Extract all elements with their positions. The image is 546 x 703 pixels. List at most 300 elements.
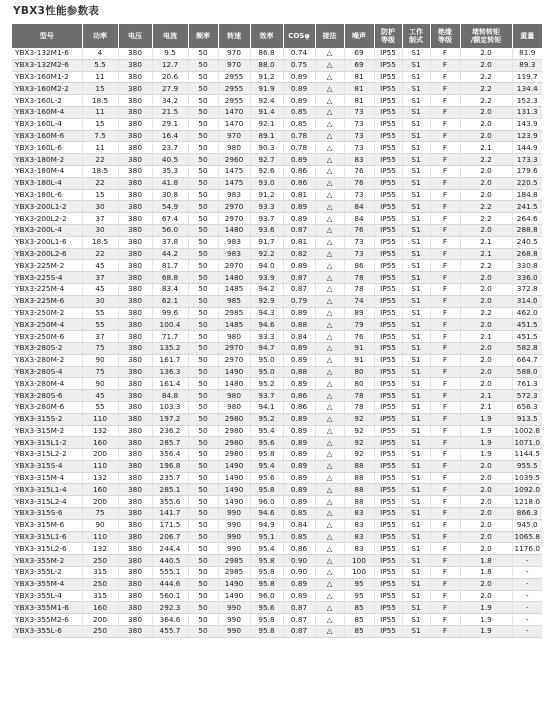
- cell-voltage: 380: [118, 626, 152, 638]
- cell-torque-ratio: 1.8: [460, 555, 512, 567]
- cell-protection-class: IP55: [374, 331, 402, 343]
- cell-noise: 88: [344, 460, 374, 472]
- cell-model: YBX3-355M-2: [12, 555, 82, 567]
- cell-efficiency: 93.6: [250, 224, 283, 236]
- cell-cos-phi: 0.86: [283, 165, 315, 177]
- cell-model: YBX3-160L-6: [12, 142, 82, 154]
- cell-cos-phi: 0.78: [283, 142, 315, 154]
- cell-torque-ratio: 2.0: [460, 118, 512, 130]
- table-row: [12, 413, 542, 425]
- table-row: [12, 437, 542, 449]
- cell-torque-ratio: 2.0: [460, 342, 512, 354]
- cell-frequency: 50: [188, 342, 218, 354]
- cell-noise: 69: [344, 48, 374, 59]
- cell-weight: 1092.0: [512, 484, 542, 496]
- cell-current: 40.5: [152, 154, 188, 166]
- table-row: [12, 519, 542, 531]
- cell-torque-ratio: 2.0: [460, 59, 512, 71]
- cell-insulation-class: F: [430, 224, 460, 236]
- cell-speed: 1490: [218, 472, 250, 484]
- table-body: [12, 48, 542, 637]
- table-row: [12, 390, 542, 402]
- cell-power: 132: [82, 425, 118, 437]
- cell-speed: 2970: [218, 201, 250, 213]
- cell-voltage: 380: [118, 496, 152, 508]
- cell-cos-phi: 0.89: [283, 437, 315, 449]
- cell-model: YBX3-250M-2: [12, 307, 82, 319]
- cell-weight: -: [512, 614, 542, 626]
- cell-noise: 85: [344, 626, 374, 638]
- cell-model: YBX3-315L2-2: [12, 449, 82, 461]
- cell-insulation-class: F: [430, 449, 460, 461]
- table-row: [12, 106, 542, 118]
- cell-power: 15: [82, 83, 118, 95]
- cell-insulation-class: F: [430, 460, 460, 472]
- cell-power: 55: [82, 401, 118, 413]
- cell-model: YBX3-225M-4: [12, 283, 82, 295]
- cell-speed: 983: [218, 248, 250, 260]
- cell-noise: 73: [344, 118, 374, 130]
- cell-noise: 92: [344, 449, 374, 461]
- table-row: [12, 248, 542, 260]
- cell-speed: 990: [218, 508, 250, 520]
- cell-speed: 1490: [218, 578, 250, 590]
- cell-frequency: 50: [188, 201, 218, 213]
- cell-insulation-class: F: [430, 578, 460, 590]
- cell-noise: 83: [344, 531, 374, 543]
- cell-noise: 83: [344, 519, 374, 531]
- cell-efficiency: 93.7: [250, 390, 283, 402]
- cell-efficiency: 90.3: [250, 142, 283, 154]
- cell-cos-phi: 0.89: [283, 413, 315, 425]
- cell-protection-class: IP55: [374, 614, 402, 626]
- cell-insulation-class: F: [430, 519, 460, 531]
- cell-frequency: 50: [188, 213, 218, 225]
- cell-frequency: 50: [188, 283, 218, 295]
- cell-efficiency: 95.4: [250, 460, 283, 472]
- cell-current: 83.4: [152, 283, 188, 295]
- cell-insulation-class: F: [430, 71, 460, 83]
- cell-current: 444.6: [152, 578, 188, 590]
- cell-voltage: 380: [118, 437, 152, 449]
- cell-power: 55: [82, 319, 118, 331]
- cell-protection-class: IP55: [374, 165, 402, 177]
- cell-power: 22: [82, 248, 118, 260]
- cell-protection-class: IP55: [374, 460, 402, 472]
- cell-duty-type: S1: [402, 130, 430, 142]
- cell-protection-class: IP55: [374, 177, 402, 189]
- cell-weight: 761.3: [512, 378, 542, 390]
- cell-insulation-class: F: [430, 484, 460, 496]
- cell-cos-phi: 0.89: [283, 578, 315, 590]
- cell-speed: 2970: [218, 354, 250, 366]
- cell-torque-ratio: 2.0: [460, 189, 512, 201]
- cell-model: YBX3-355L-4: [12, 590, 82, 602]
- cell-model: YBX3-315M-4: [12, 472, 82, 484]
- cell-protection-class: IP55: [374, 307, 402, 319]
- cell-duty-type: S1: [402, 260, 430, 272]
- cell-power: 18.5: [82, 236, 118, 248]
- table-row: [12, 378, 542, 390]
- cell-power: 315: [82, 590, 118, 602]
- cell-speed: 1470: [218, 118, 250, 130]
- cell-cos-phi: 0.89: [283, 201, 315, 213]
- cell-efficiency: 88.0: [250, 59, 283, 71]
- cell-voltage: 380: [118, 508, 152, 520]
- cell-protection-class: IP55: [374, 248, 402, 260]
- cell-power: 160: [82, 437, 118, 449]
- cell-connection: △: [315, 354, 344, 366]
- cell-efficiency: 95.8: [250, 567, 283, 579]
- cell-torque-ratio: 2.2: [460, 154, 512, 166]
- cell-current: 68.8: [152, 272, 188, 284]
- cell-noise: 73: [344, 142, 374, 154]
- cell-weight: 240.5: [512, 236, 542, 248]
- table-row: [12, 260, 542, 272]
- cell-frequency: 50: [188, 519, 218, 531]
- cell-current: 100.4: [152, 319, 188, 331]
- cell-insulation-class: F: [430, 95, 460, 107]
- cell-protection-class: IP55: [374, 496, 402, 508]
- table-row: [12, 401, 542, 413]
- cell-speed: 2970: [218, 342, 250, 354]
- cell-voltage: 380: [118, 295, 152, 307]
- cell-insulation-class: F: [430, 508, 460, 520]
- cell-frequency: 50: [188, 496, 218, 508]
- cell-protection-class: IP55: [374, 272, 402, 284]
- cell-model: YBX3-225S-4: [12, 272, 82, 284]
- cell-noise: 81: [344, 95, 374, 107]
- cell-cos-phi: 0.82: [283, 248, 315, 260]
- cell-cos-phi: 0.89: [283, 460, 315, 472]
- cell-frequency: 50: [188, 401, 218, 413]
- cell-protection-class: IP55: [374, 71, 402, 83]
- cell-power: 37: [82, 331, 118, 343]
- cell-duty-type: S1: [402, 401, 430, 413]
- cell-connection: △: [315, 224, 344, 236]
- cell-insulation-class: F: [430, 307, 460, 319]
- cell-weight: 241.5: [512, 201, 542, 213]
- cell-cos-phi: 0.90: [283, 567, 315, 579]
- cell-model: YBX3-160L-2: [12, 95, 82, 107]
- cell-frequency: 50: [188, 177, 218, 189]
- cell-voltage: 380: [118, 319, 152, 331]
- table-row: [12, 555, 542, 567]
- cell-current: 9.5: [152, 48, 188, 59]
- cell-weight: 462.0: [512, 307, 542, 319]
- cell-cos-phi: 0.87: [283, 614, 315, 626]
- cell-frequency: 50: [188, 460, 218, 472]
- cell-insulation-class: F: [430, 283, 460, 295]
- cell-duty-type: S1: [402, 295, 430, 307]
- cell-duty-type: S1: [402, 106, 430, 118]
- table-row: [12, 543, 542, 555]
- cell-efficiency: 96.0: [250, 496, 283, 508]
- cell-power: 200: [82, 614, 118, 626]
- cell-cos-phi: 0.89: [283, 83, 315, 95]
- cell-torque-ratio: 2.0: [460, 165, 512, 177]
- cell-voltage: 380: [118, 177, 152, 189]
- cell-protection-class: IP55: [374, 260, 402, 272]
- cell-connection: △: [315, 165, 344, 177]
- cell-voltage: 380: [118, 142, 152, 154]
- cell-connection: △: [315, 130, 344, 142]
- column-header-model: 型号: [12, 24, 82, 48]
- cell-cos-phi: 0.87: [283, 283, 315, 295]
- cell-frequency: 50: [188, 319, 218, 331]
- cell-connection: △: [315, 508, 344, 520]
- cell-cos-phi: 0.85: [283, 106, 315, 118]
- table-row: [12, 449, 542, 461]
- cell-connection: △: [315, 319, 344, 331]
- cell-speed: 1480: [218, 224, 250, 236]
- cell-duty-type: S1: [402, 236, 430, 248]
- cell-connection: △: [315, 342, 344, 354]
- cell-model: YBX3-315M-6: [12, 519, 82, 531]
- cell-power: 132: [82, 472, 118, 484]
- cell-efficiency: 92.4: [250, 95, 283, 107]
- cell-speed: 1490: [218, 484, 250, 496]
- table-row: [12, 142, 542, 154]
- cell-model: YBX3-160L-4: [12, 118, 82, 130]
- table-row: [12, 366, 542, 378]
- cell-cos-phi: 0.87: [283, 272, 315, 284]
- cell-insulation-class: F: [430, 83, 460, 95]
- column-header-insulation-class: 绝缘 等级: [430, 24, 460, 48]
- cell-protection-class: IP55: [374, 83, 402, 95]
- cell-current: 440.5: [152, 555, 188, 567]
- cell-duty-type: S1: [402, 118, 430, 130]
- cell-weight: 144.9: [512, 142, 542, 154]
- cell-speed: 990: [218, 614, 250, 626]
- cell-torque-ratio: 1.9: [460, 437, 512, 449]
- cell-efficiency: 95.1: [250, 531, 283, 543]
- cell-frequency: 50: [188, 472, 218, 484]
- cell-speed: 1470: [218, 106, 250, 118]
- cell-duty-type: S1: [402, 425, 430, 437]
- cell-current: 197.2: [152, 413, 188, 425]
- cell-power: 45: [82, 283, 118, 295]
- cell-efficiency: 93.0: [250, 177, 283, 189]
- cell-insulation-class: F: [430, 248, 460, 260]
- cell-torque-ratio: 2.0: [460, 319, 512, 331]
- cell-duty-type: S1: [402, 437, 430, 449]
- cell-speed: 990: [218, 531, 250, 543]
- cell-torque-ratio: 2.0: [460, 48, 512, 59]
- cell-connection: △: [315, 177, 344, 189]
- cell-torque-ratio: 2.0: [460, 460, 512, 472]
- cell-torque-ratio: 1.9: [460, 614, 512, 626]
- cell-model: YBX3-200L1-6: [12, 236, 82, 248]
- cell-model: YBX3-180M-4: [12, 165, 82, 177]
- cell-cos-phi: 0.89: [283, 496, 315, 508]
- cell-torque-ratio: 2.0: [460, 472, 512, 484]
- cell-cos-phi: 0.87: [283, 224, 315, 236]
- cell-frequency: 50: [188, 95, 218, 107]
- cell-efficiency: 95.0: [250, 354, 283, 366]
- cell-insulation-class: F: [430, 366, 460, 378]
- cell-torque-ratio: 2.2: [460, 307, 512, 319]
- cell-torque-ratio: 2.1: [460, 401, 512, 413]
- cell-voltage: 380: [118, 567, 152, 579]
- cell-cos-phi: 0.89: [283, 354, 315, 366]
- cell-model: YBX3-280S-4: [12, 366, 82, 378]
- cell-model: YBX3-315M-2: [12, 425, 82, 437]
- cell-voltage: 380: [118, 460, 152, 472]
- cell-current: 67.4: [152, 213, 188, 225]
- cell-insulation-class: F: [430, 437, 460, 449]
- cell-protection-class: IP55: [374, 283, 402, 295]
- cell-current: 455.7: [152, 626, 188, 638]
- cell-voltage: 380: [118, 307, 152, 319]
- cell-insulation-class: F: [430, 59, 460, 71]
- table-row: [12, 224, 542, 236]
- cell-current: 41.8: [152, 177, 188, 189]
- cell-speed: 2980: [218, 425, 250, 437]
- cell-noise: 73: [344, 189, 374, 201]
- cell-weight: 134.4: [512, 83, 542, 95]
- cell-noise: 84: [344, 213, 374, 225]
- cell-voltage: 380: [118, 71, 152, 83]
- cell-duty-type: S1: [402, 154, 430, 166]
- cell-torque-ratio: 2.0: [460, 130, 512, 142]
- cell-duty-type: S1: [402, 165, 430, 177]
- cell-weight: 913.5: [512, 413, 542, 425]
- table-row: [12, 83, 542, 95]
- cell-duty-type: S1: [402, 319, 430, 331]
- cell-torque-ratio: 2.0: [460, 295, 512, 307]
- cell-voltage: 380: [118, 260, 152, 272]
- cell-efficiency: 94.2: [250, 283, 283, 295]
- cell-insulation-class: F: [430, 342, 460, 354]
- table-row: [12, 154, 542, 166]
- cell-connection: △: [315, 95, 344, 107]
- cell-frequency: 50: [188, 354, 218, 366]
- cell-weight: -: [512, 602, 542, 614]
- cell-voltage: 380: [118, 165, 152, 177]
- cell-duty-type: S1: [402, 567, 430, 579]
- cell-insulation-class: F: [430, 154, 460, 166]
- table-row: [12, 567, 542, 579]
- cell-frequency: 50: [188, 295, 218, 307]
- cell-insulation-class: F: [430, 130, 460, 142]
- cell-efficiency: 96.0: [250, 590, 283, 602]
- cell-weight: 143.9: [512, 118, 542, 130]
- cell-connection: △: [315, 106, 344, 118]
- cell-frequency: 50: [188, 83, 218, 95]
- cell-weight: 664.7: [512, 354, 542, 366]
- cell-power: 160: [82, 602, 118, 614]
- cell-voltage: 380: [118, 555, 152, 567]
- cell-insulation-class: F: [430, 142, 460, 154]
- cell-noise: 73: [344, 236, 374, 248]
- cell-voltage: 380: [118, 106, 152, 118]
- cell-voltage: 380: [118, 425, 152, 437]
- cell-connection: △: [315, 201, 344, 213]
- cell-weight: 314.0: [512, 295, 542, 307]
- cell-frequency: 50: [188, 307, 218, 319]
- cell-duty-type: S1: [402, 142, 430, 154]
- cell-duty-type: S1: [402, 272, 430, 284]
- cell-protection-class: IP55: [374, 413, 402, 425]
- cell-current: 364.6: [152, 614, 188, 626]
- cell-speed: 983: [218, 236, 250, 248]
- cell-insulation-class: F: [430, 106, 460, 118]
- cell-voltage: 380: [118, 578, 152, 590]
- cell-voltage: 380: [118, 342, 152, 354]
- cell-efficiency: 91.9: [250, 83, 283, 95]
- table-row: [12, 472, 542, 484]
- cell-connection: △: [315, 378, 344, 390]
- table-row: [12, 95, 542, 107]
- cell-voltage: 380: [118, 543, 152, 555]
- table-row: [12, 614, 542, 626]
- table-row: [12, 283, 542, 295]
- cell-power: 11: [82, 142, 118, 154]
- cell-protection-class: IP55: [374, 224, 402, 236]
- cell-frequency: 50: [188, 413, 218, 425]
- cell-connection: △: [315, 272, 344, 284]
- cell-connection: △: [315, 307, 344, 319]
- cell-efficiency: 95.6: [250, 437, 283, 449]
- cell-voltage: 380: [118, 354, 152, 366]
- cell-model: YBX3-250M-4: [12, 319, 82, 331]
- cell-connection: △: [315, 626, 344, 638]
- cell-frequency: 50: [188, 106, 218, 118]
- cell-duty-type: S1: [402, 342, 430, 354]
- cell-weight: 572.3: [512, 390, 542, 402]
- cell-power: 18.5: [82, 95, 118, 107]
- cell-efficiency: 89.1: [250, 130, 283, 142]
- table-row: [12, 71, 542, 83]
- cell-torque-ratio: 2.0: [460, 590, 512, 602]
- cell-noise: 100: [344, 567, 374, 579]
- column-header-protection-class: 防护 等级: [374, 24, 402, 48]
- cell-duty-type: S1: [402, 555, 430, 567]
- cell-weight: 945.0: [512, 519, 542, 531]
- table-row: [12, 213, 542, 225]
- cell-power: 18.5: [82, 165, 118, 177]
- cell-current: 555.1: [152, 567, 188, 579]
- cell-voltage: 380: [118, 224, 152, 236]
- cell-voltage: 380: [118, 602, 152, 614]
- cell-connection: △: [315, 484, 344, 496]
- cell-voltage: 380: [118, 154, 152, 166]
- cell-cos-phi: 0.86: [283, 390, 315, 402]
- cell-connection: △: [315, 437, 344, 449]
- cell-protection-class: IP55: [374, 531, 402, 543]
- cell-duty-type: S1: [402, 519, 430, 531]
- cell-frequency: 50: [188, 543, 218, 555]
- column-header-speed: 转速: [218, 24, 250, 48]
- cell-current: 54.9: [152, 201, 188, 213]
- cell-cos-phi: 0.86: [283, 401, 315, 413]
- cell-speed: 1475: [218, 165, 250, 177]
- cell-insulation-class: F: [430, 543, 460, 555]
- cell-power: 250: [82, 555, 118, 567]
- cell-weight: 288.8: [512, 224, 542, 236]
- cell-efficiency: 94.3: [250, 307, 283, 319]
- cell-weight: 582.8: [512, 342, 542, 354]
- cell-current: 141.7: [152, 508, 188, 520]
- cell-model: YBX3-160M-4: [12, 106, 82, 118]
- cell-cos-phi: 0.74: [283, 48, 315, 59]
- cell-insulation-class: F: [430, 165, 460, 177]
- cell-connection: △: [315, 602, 344, 614]
- cell-duty-type: S1: [402, 449, 430, 461]
- cell-current: 62.1: [152, 295, 188, 307]
- cell-model: YBX3-315L2-6: [12, 543, 82, 555]
